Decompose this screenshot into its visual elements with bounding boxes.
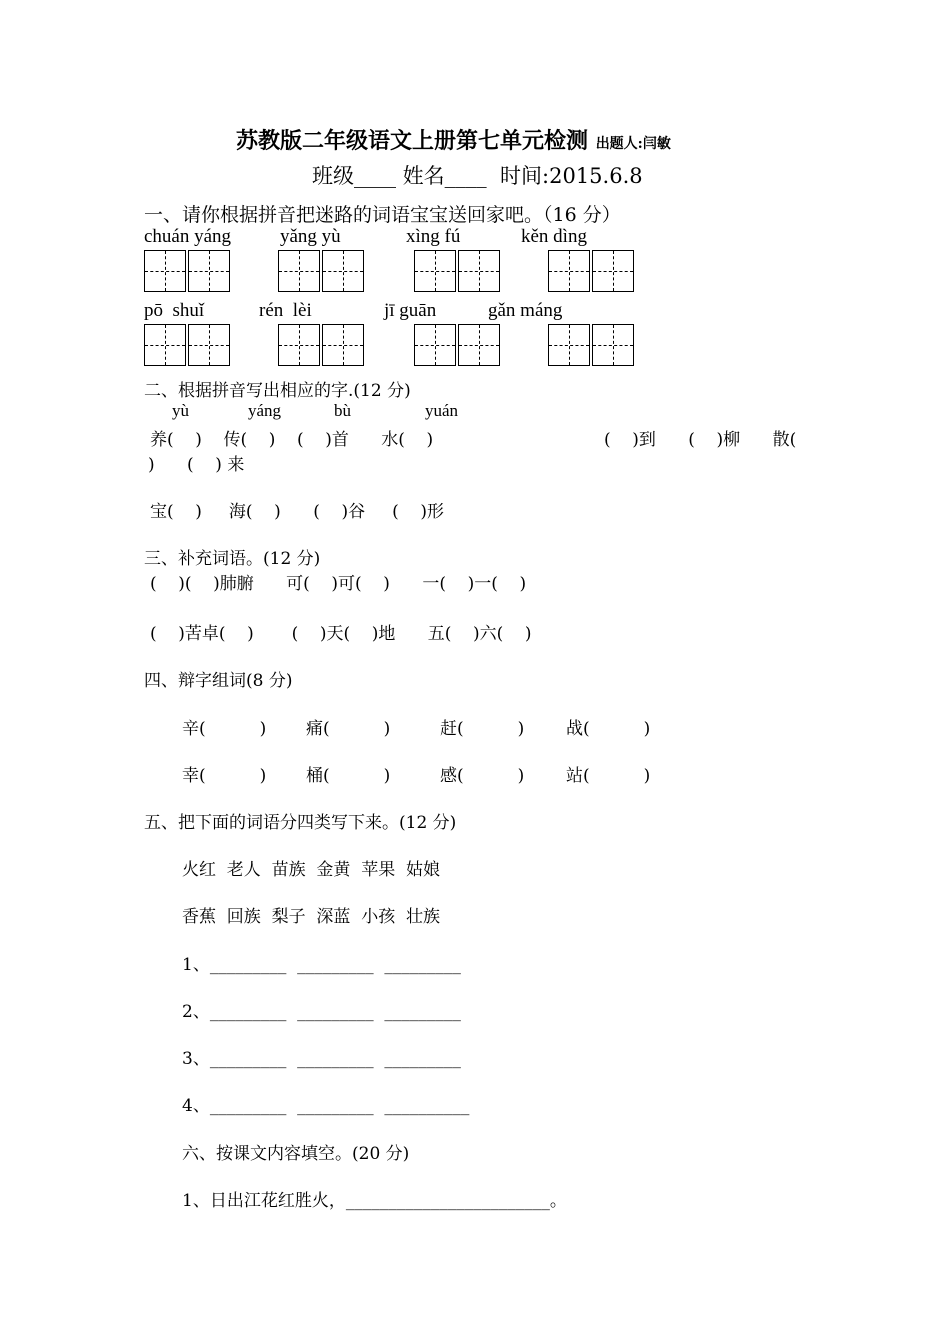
section2-line2: 宝( ) 海( ) ( )谷 ( )形 [150,502,444,522]
pinyin-yuan: yuán [425,401,459,420]
fill-blank-1[interactable]: 1、日出江花红胜火，________________________。 [182,1191,567,1211]
writing-grid-1-3[interactable] [414,250,500,292]
section5-heading: 五、把下面的词语分四类写下来。(12 分) [144,813,457,833]
section2-line1-right: ( )到 ( )柳 散( [604,430,797,450]
pinyin-2-1: pō shuǐ [144,300,205,321]
author-label: 出题人:闫敏 [595,136,671,152]
section3-line1: ( )( )肺腑 可( )可( ) 一( )一( ) [150,574,527,594]
section2-line1: 养( ) 传( ) ( )首 水( ) [150,430,434,450]
category-line-2[interactable]: 2、_________ _________ _________ [182,1002,461,1022]
student-info-line: 班级____ 姓名____ 时间:2015.6.8 [312,164,643,188]
writing-grid-2-4[interactable] [548,324,634,366]
section2-heading: 二、根据拼音写出相应的字.(12 分) [144,381,411,401]
word-pair-6: 桶( ) [306,766,391,786]
section1-heading: 一、请你根据拼音把迷路的词语宝宝送回家吧。（16 分） [144,204,621,226]
pinyin-2-2: rén lèi [259,300,312,321]
word-pair-4: 战( ) [566,719,651,739]
writing-grid-2-3[interactable] [414,324,500,366]
writing-grid-1-2[interactable] [278,250,364,292]
section6-heading: 六、按课文内容填空。(20 分) [182,1144,410,1164]
section3-heading: 三、补充词语。(12 分) [144,549,321,569]
pinyin-1-4: kěn dìng [521,226,587,247]
pinyin-1-1: chuán yáng [144,226,232,247]
word-pair-3: 赶( ) [440,719,525,739]
page-title: 苏教版二年级语文上册第七单元检测 出题人:闫敏 [236,128,671,154]
word-pair-7: 感( ) [440,766,525,786]
pinyin-2-3: jī guān [384,300,437,321]
pinyin-2-4: gǎn máng [488,300,563,321]
writing-grid-1-4[interactable] [548,250,634,292]
category-line-4[interactable]: 4、_________ _________ __________ [182,1096,470,1116]
word-list-2: 香蕉 回族 梨子 深蓝 小孩 壮族 [182,907,441,927]
word-list-1: 火红 老人 苗族 金黄 苹果 姑娘 [182,860,441,880]
category-line-1[interactable]: 1、_________ _________ _________ [182,955,461,975]
category-line-3[interactable]: 3、_________ _________ _________ [182,1049,461,1069]
pinyin-yang: yáng [248,401,282,420]
pinyin-1-3: xìng fú [406,226,461,247]
section3-line2: ( )苦卓( ) ( )天( )地 五( )六( ) [150,624,532,644]
pinyin-yu: yù [172,401,189,420]
word-pair-5: 幸( ) [182,766,267,786]
word-pair-8: 站( ) [566,766,651,786]
pinyin-1-2: yǎng yù [280,226,341,247]
writing-grid-1-1[interactable] [144,250,230,292]
writing-grid-2-2[interactable] [278,324,364,366]
section4-heading: 四、辩字组词(8 分) [144,671,293,691]
word-pair-2: 痛( ) [306,719,391,739]
section2-line1-cont: ) ( ) 来 [148,455,245,475]
word-pair-1: 辛( ) [182,719,267,739]
writing-grid-2-1[interactable] [144,324,230,366]
pinyin-bu: bù [334,401,351,420]
